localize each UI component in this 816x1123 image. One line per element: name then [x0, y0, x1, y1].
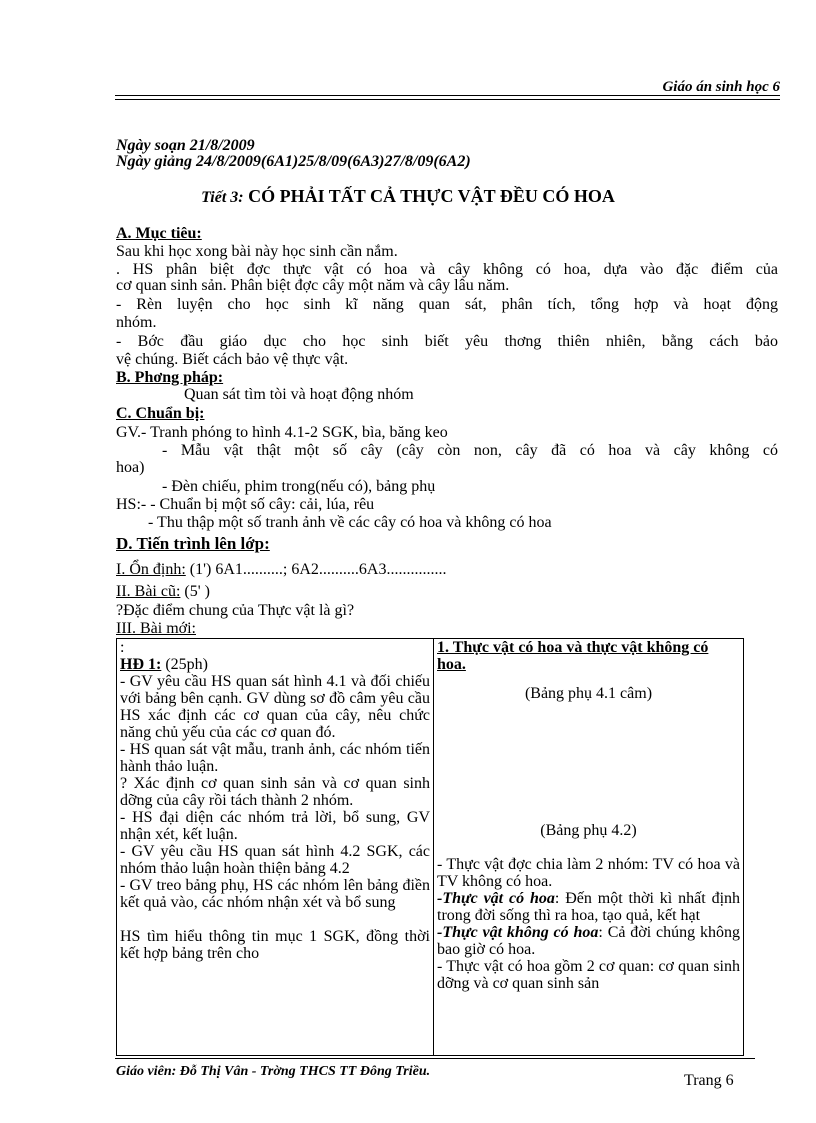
preparation-line: - Đèn chiếu, phim trong(nếu có), bảng phụ	[162, 478, 436, 495]
footer-rule	[115, 1058, 755, 1059]
objectives-heading: A. Mục tiêu:	[116, 225, 202, 242]
preparation-line: hoa)	[116, 459, 145, 476]
content-cell	[434, 639, 743, 992]
objective-line: - Rèn luyện cho học sinh kĩ năng quan sát, phân tích, tổng hợp và hoạt động	[116, 296, 778, 313]
prepared-date: Ngày soạn 21/8/2009	[116, 137, 255, 154]
spacer	[437, 673, 740, 685]
activity-paragraph: HS tìm hiểu thông tin mục 1 SGK, đồng thời kết hợp bảng trên cho	[120, 928, 430, 962]
activity-paragraph: - GV yêu cầu HS quan sát hình 4.2 SGK, các nhóm thảo luận hoàn thiện bảng 4.2	[120, 843, 430, 877]
objective-line: nhóm.	[116, 314, 157, 331]
activity-label: HĐ 1:	[120, 656, 162, 673]
objective-line: vệ chúng. Biết cách bảo vệ thực vật.	[116, 351, 349, 368]
term-nonflowering-def: : Cả đời chúng không bao giờ có hoa.	[437, 924, 740, 958]
content-paragraph: - Thực vật đợc chia làm 2 nhóm: TV có hoa và TV không có hoa.	[437, 856, 740, 890]
preparation-line: - Thu thập một số tranh ảnh về các cây có hoa và không có hoa	[148, 514, 552, 531]
spacer	[437, 839, 740, 856]
newlesson-label: III. Bài mới:	[116, 620, 196, 637]
preparation-line: HS:- - Chuẩn bị một số cây: cải, lúa, rêu	[116, 496, 375, 513]
content-section-title: 1. Thực vật có hoa và thực vật không có hoa.	[437, 639, 709, 673]
preparation-line: GV.- Tranh phóng to hình 4.1-2 SGK, bìa, băng keo	[116, 424, 448, 441]
activity-time: (25ph)	[161, 656, 208, 673]
objective-line: cơ quan sinh sản. Phân biệt đợc cây một năm và cây lâu năm.	[116, 277, 510, 294]
content-paragraph	[437, 890, 740, 924]
preparation-heading: C. Chuẩn bị:	[116, 405, 205, 422]
activity-paragraph: - HS đại diện các nhóm trả lời, bổ sung, GV nhận xét, kết luận.	[120, 809, 430, 843]
content-paragraph: - Thực vật có hoa gồm 2 cơ quan: cơ quan sinh dỡng và cơ quan sinh sản	[437, 958, 740, 992]
activity-heading	[120, 656, 430, 673]
term-flowering-def: : Đến một thời kì nhất định trong đời sống thì ra hoa, tạo quả, kết hạt	[437, 890, 741, 924]
objective-line: . HS phân biệt đợc thực vật có hoa và cây không có hoa, dựa vào đặc điểm của	[116, 261, 778, 278]
content-paragraph	[437, 924, 740, 958]
activity-paragraph: ? Xác định cơ quan sinh sản và cơ quan sinh dỡng của cây rồi tách thành 2 nhóm.	[120, 775, 430, 809]
objective-line: - Bớc đầu giáo dục cho học sinh biết yêu thơng thiên nhiên, bằng cách bảo	[116, 333, 778, 350]
cell-mark: :	[120, 639, 125, 656]
header-rule-thin	[115, 99, 780, 100]
content-column	[434, 639, 744, 1056]
objective-line: Sau khi học xong bài này học sinh cần nắm.	[116, 243, 398, 260]
taught-date: Ngày giảng 24/8/2009(6A1)25/8/09(6A3)27/8/09(6A2)	[116, 153, 471, 170]
procedure-heading: D. Tiến trình lên lớp:	[116, 534, 270, 553]
header-subject: Giáo án sinh học 6	[662, 79, 780, 95]
lesson-title-text: CÓ PHẢI TẤT CẢ THỰC VẬT ĐỀU CÓ HOA	[248, 186, 615, 206]
term-nonflowering: -Thực vật không có hoa	[437, 924, 599, 941]
method-heading: B. Phơng pháp:	[116, 369, 224, 386]
activity-paragraph: - GV treo bảng phụ, HS các nhóm lên bảng điền kết quả vào, các nhóm nhận xét và bổ sung	[120, 877, 430, 911]
activity-column	[117, 639, 434, 1056]
activity-cell	[117, 639, 433, 962]
oldlesson-question: ?Đặc điểm chung của Thực vật là gì?	[116, 602, 355, 619]
stabilize-row	[116, 561, 778, 578]
lesson-period: Tiết 3:	[201, 189, 244, 206]
oldlesson-label: II. Bài cũ:	[116, 583, 181, 600]
activity-paragraph: - HS quan sát vật mẫu, tranh ảnh, các nhóm tiến hành thảo luận.	[120, 741, 430, 775]
oldlesson-time: (5' )	[180, 583, 210, 600]
blank-line	[120, 911, 430, 928]
stabilize-label: I. Ổn định:	[116, 561, 186, 578]
stabilize-time: (1')	[185, 561, 212, 578]
lesson-table	[116, 638, 744, 1056]
board-note: (Bảng phụ 4.2)	[540, 822, 637, 839]
footer-teacher: Giáo viên: Đỗ Thị Vân - Trờng THCS TT Đông Triều.	[116, 1064, 431, 1079]
oldlesson-row	[116, 583, 778, 600]
activity-paragraph: - GV yêu cầu HS quan sát hình 4.1 và đối chiếu với bảng bên cạnh. GV dùng sơ đồ câm yêu cầu HS xác định các cơ quan của cây, nêu chức năng chủ yếu của các cơ quan đó.	[120, 673, 430, 741]
page-number: Trang 6	[684, 1072, 734, 1089]
spacer	[437, 702, 740, 822]
term-flowering: -Thực vật có hoa	[437, 890, 555, 907]
lesson-title	[0, 186, 816, 207]
board-note: (Bảng phụ 4.1 câm)	[524, 685, 653, 702]
preparation-line: - Mẫu vật thật một số cây (cây còn non, cây đã có hoa và cây không có	[162, 442, 778, 459]
method-text: Quan sát tìm tòi và hoạt động nhóm	[184, 386, 414, 403]
stabilize-classes: 6A1..........; 6A2..........6A3...............	[211, 561, 447, 578]
header-rule	[115, 95, 780, 96]
